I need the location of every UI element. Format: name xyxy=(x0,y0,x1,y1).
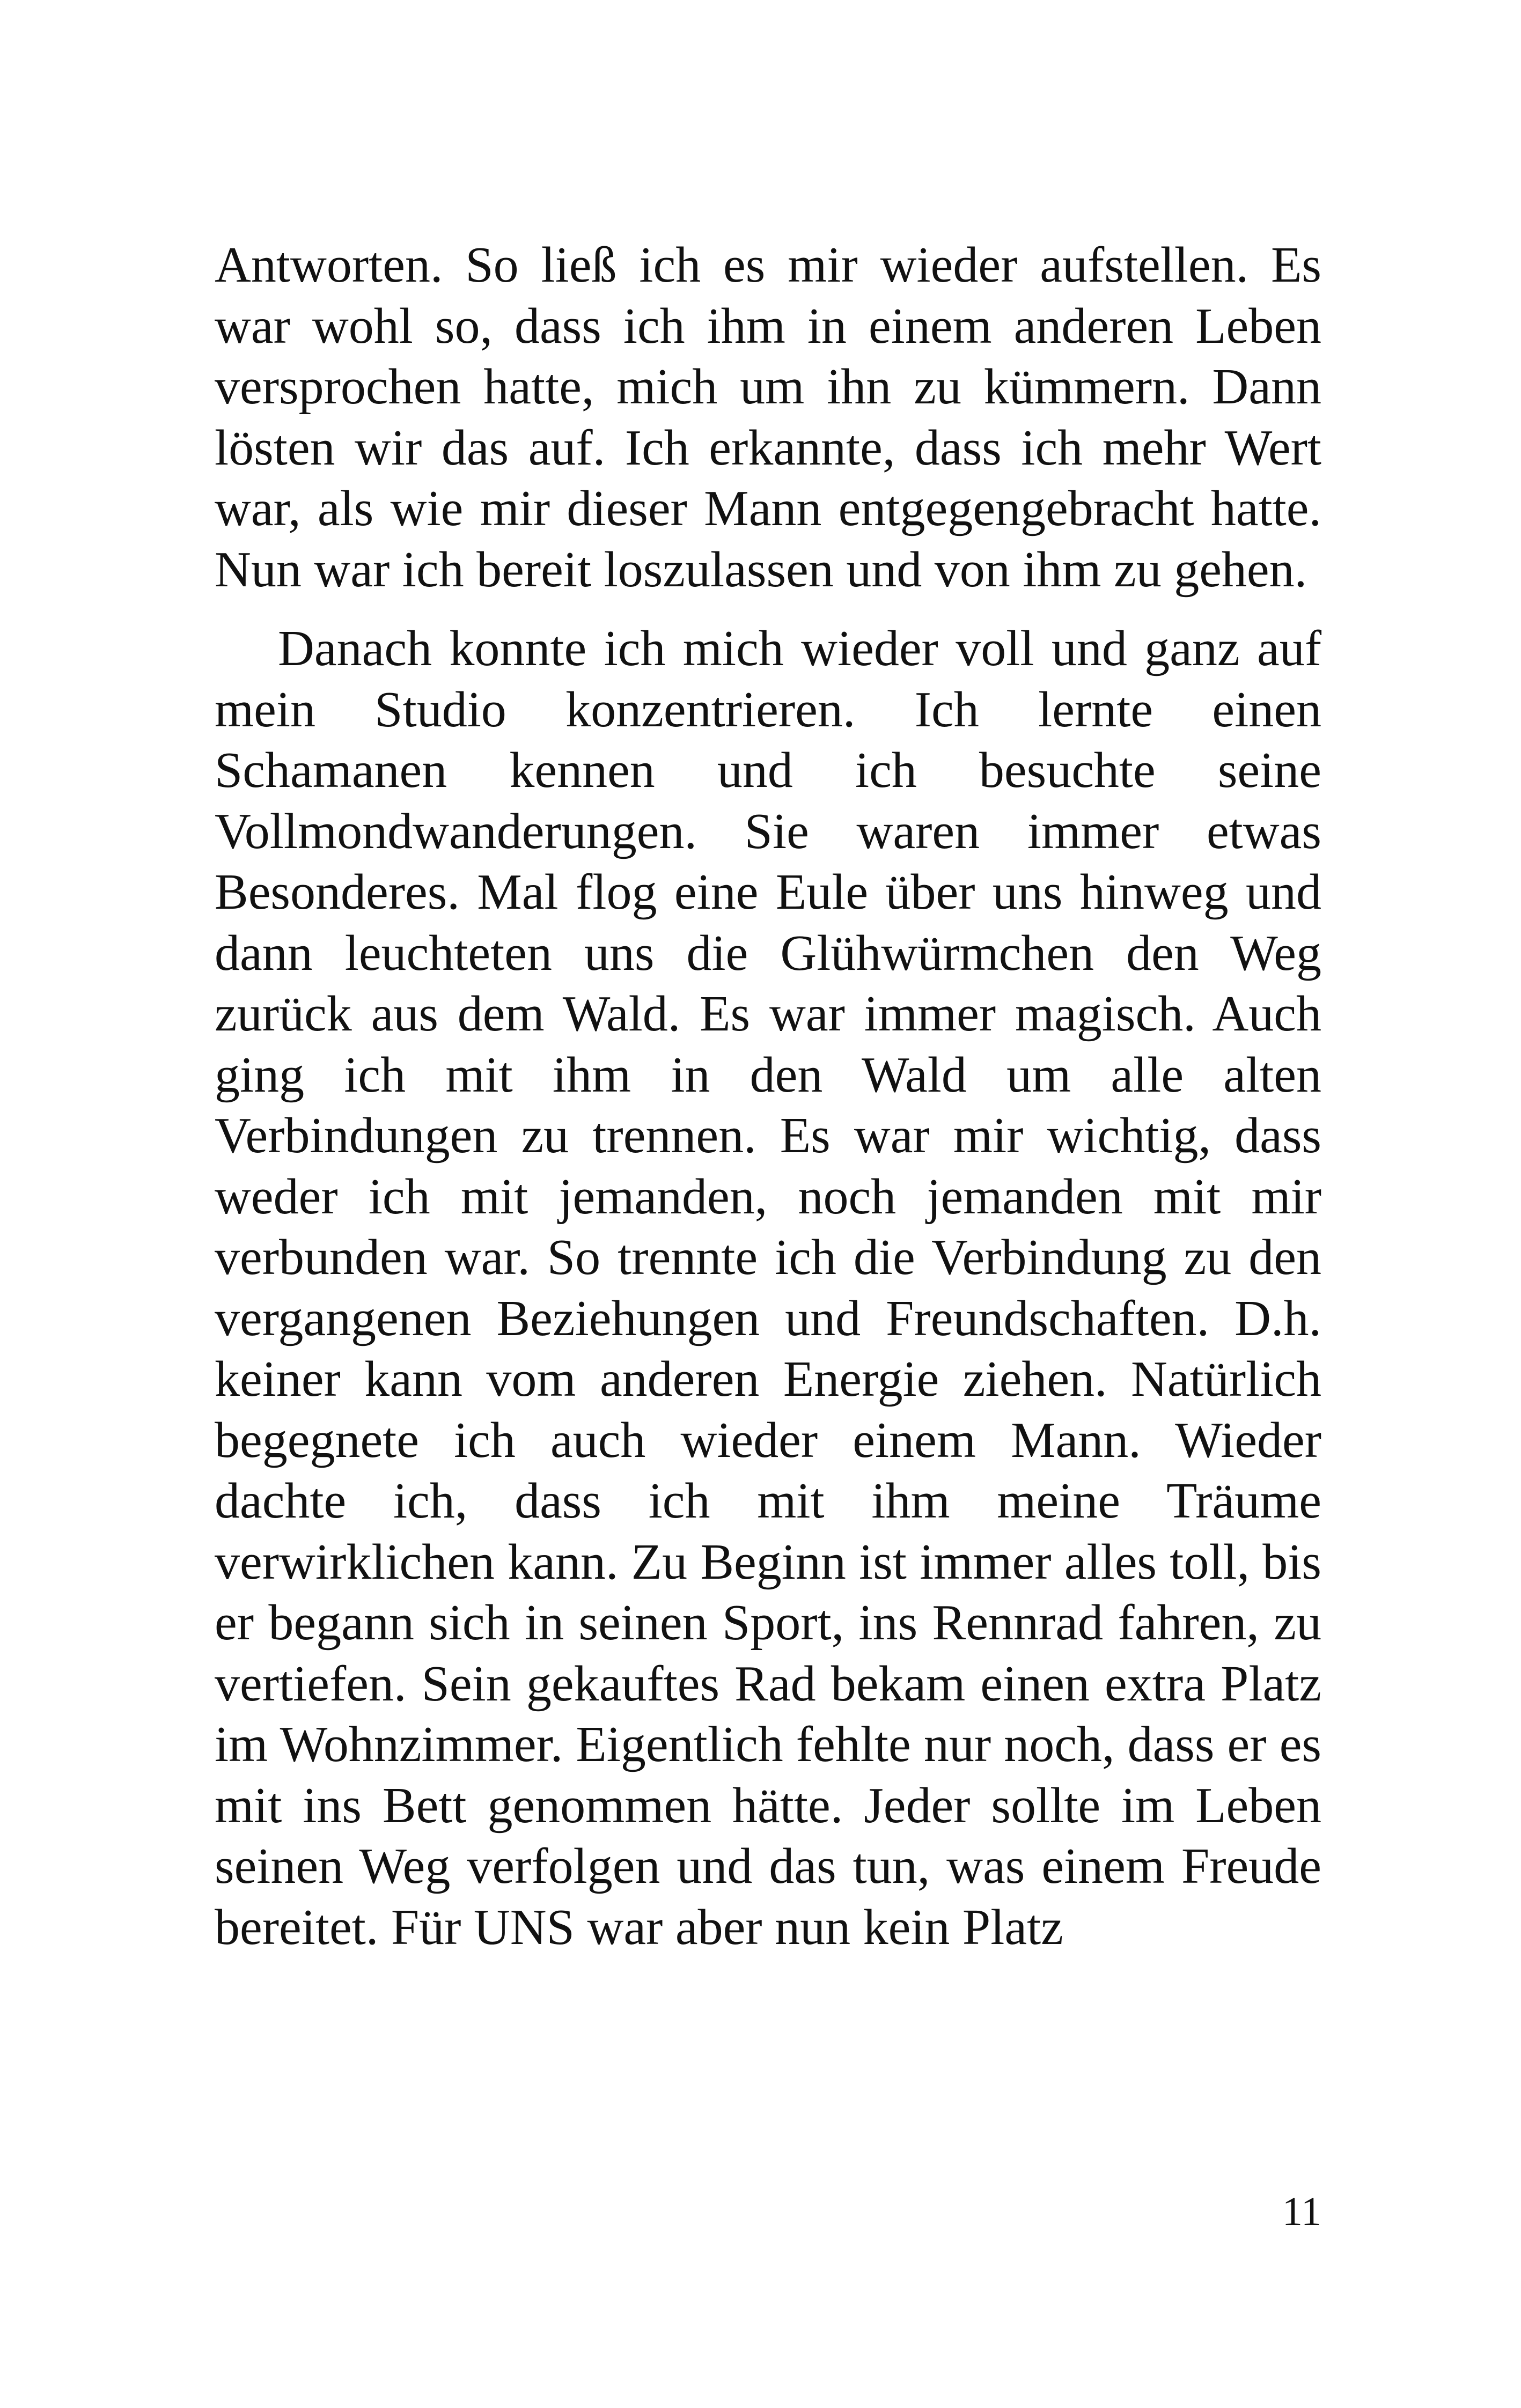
paragraph-1: Antworten. So ließ ich es mir wieder aufstellen. Es war wohl so, dass ich ihm in einem anderen Leben versprochen hatte, mich um ihn zu kümmern. Dann lösten wir das auf. Ich erkannte, dass ich mehr Wert war, als wie mir dieser Mann entgegengebracht hatte. Nun war ich bereit loszulassen und von ihm zu gehen. xyxy=(215,237,1321,598)
page-number: 11 xyxy=(1282,2189,1321,2234)
paragraph-2: Danach konnte ich mich wieder voll und ganz auf mein Studio konzentrieren. Ich lernte einen Schamanen kennen und ich besuchte seine Vollmondwanderungen. Sie waren immer etwas Besonderes. Mal flog eine Eule über uns hinweg und dann leuchteten uns die Glühwürmchen den Weg zurück aus dem Wald. Es war immer magisch. Auch ging ich mit ihm in den Wald um alle alten Verbindungen zu trennen. Es war mir wichtig, dass weder ich mit jemanden, noch jemanden mit mir verbunden war. So trennte ich die Verbindung zu den vergangenen Beziehungen und Freundschaften. D.h. keiner kann vom anderen Energie ziehen. Natürlich begegnete ich auch wieder einem Mann. Wieder dachte ich, dass ich mit ihm meine Träume verwirklichen kann. Zu Beginn ist immer alles toll, bis er begann sich in seinen Sport, ins Rennrad fahren, zu vertiefen. Sein gekauftes Rad bekam einen extra Platz im Wohnzimmer. Eigentlich fehlte nur noch, dass er es mit ins Bett genommen hätte. Jeder sollte im Leben seinen Weg verfolgen und das tun, was einem Freude bereitet. Für UNS war aber nun kein Platz xyxy=(215,621,1321,1955)
body-text xyxy=(215,235,1321,1958)
